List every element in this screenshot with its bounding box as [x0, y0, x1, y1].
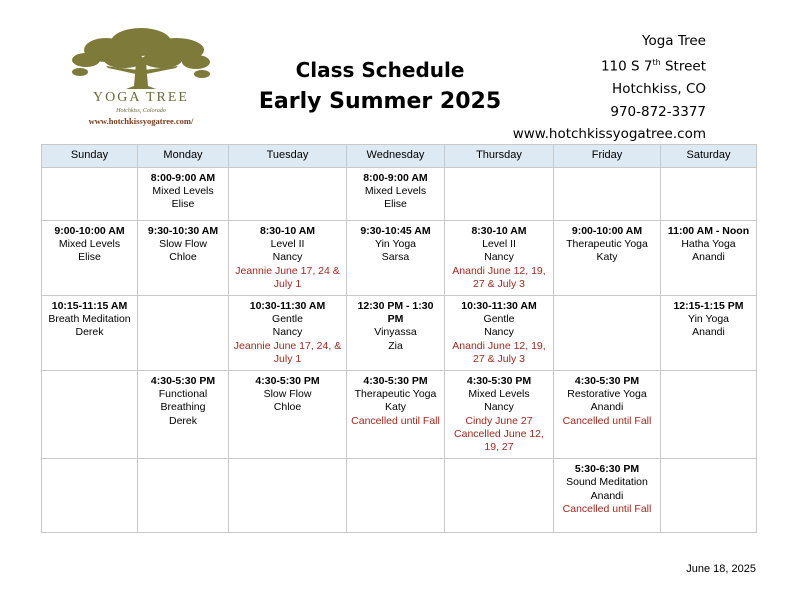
- schedule-cell: [229, 221, 347, 296]
- street-suffix: th: [652, 58, 661, 68]
- schedule-cell: [554, 459, 661, 533]
- class-detail: Anandi: [590, 489, 624, 502]
- schedule-cell: [229, 168, 347, 221]
- schedule-body: [42, 168, 757, 533]
- class-detail: Zia: [388, 339, 403, 352]
- class-detail: Therapeutic Yoga: [566, 238, 648, 251]
- schedule-cell: [661, 296, 757, 371]
- class-time: 12:15-1:15 PM: [673, 300, 744, 313]
- tree-icon: [66, 26, 216, 92]
- day-header-sunday: Sunday: [42, 145, 138, 168]
- class-detail: Katy: [596, 251, 618, 264]
- schedule-cell: [554, 296, 661, 371]
- schedule-cell: [347, 371, 445, 459]
- class-note: Jeannie June 17, 24, & July 1: [233, 339, 342, 365]
- schedule-cell: [42, 168, 138, 221]
- studio-phone[interactable]: 970-872-3377: [610, 103, 706, 120]
- class-detail: Vinyassa: [374, 326, 417, 339]
- class-time: 4:30-5:30 PM: [363, 375, 428, 388]
- class-detail: Nancy: [484, 251, 514, 264]
- studio-address: [513, 30, 706, 146]
- schedule-cell: [347, 459, 445, 533]
- class-time: 4:30-5:30 PM: [150, 375, 216, 388]
- schedule-cell: [661, 371, 757, 459]
- schedule-cell: [42, 296, 138, 371]
- schedule-cell: [661, 168, 757, 221]
- logo-location: Hotchkiss, Colorado: [116, 108, 166, 114]
- street-name: Street: [660, 58, 706, 75]
- schedule-row: [42, 371, 757, 459]
- schedule-row: [42, 296, 757, 371]
- schedule-cell: [138, 459, 229, 533]
- street-number: 110 S 7: [600, 58, 653, 75]
- schedule-cell: [347, 168, 445, 221]
- title-line-1: Class Schedule: [295, 58, 465, 82]
- schedule-cell: [229, 459, 347, 533]
- class-note: Cancelled June 12, 19, 27: [454, 427, 544, 454]
- studio-city: Hotchkiss, CO: [612, 81, 706, 98]
- class-detail: Slow Flow: [159, 238, 207, 251]
- schedule-cell: [42, 459, 138, 533]
- studio-name: Yoga Tree: [642, 33, 706, 49]
- class-detail: Anandi: [692, 251, 725, 264]
- class-detail: Nancy: [272, 326, 303, 339]
- class-time: 9:00-10:00 AM: [54, 225, 125, 237]
- class-detail: Elise: [384, 198, 407, 211]
- footer-date: June 18, 2025: [686, 563, 756, 575]
- class-detail: Chloe: [169, 251, 197, 264]
- schedule-row: [42, 168, 757, 221]
- logo-url[interactable]: www.hotchkissyogatree.com/: [88, 116, 194, 126]
- class-detail: Breath Meditation: [48, 313, 131, 326]
- schedule-cell: [347, 221, 445, 296]
- schedule-cell: [138, 296, 229, 371]
- schedule-cell: [138, 371, 229, 459]
- schedule-cell: [445, 168, 554, 221]
- schedule-cell: [445, 371, 554, 459]
- class-detail: Level II: [270, 238, 305, 251]
- class-detail: Restorative Yoga: [567, 388, 647, 401]
- schedule-cell: [554, 221, 661, 296]
- class-detail: Katy: [384, 401, 406, 414]
- class-detail: Hatha Yoga: [681, 238, 736, 251]
- class-time: 4:30-5:30 PM: [255, 375, 320, 388]
- class-detail: Chloe: [273, 401, 302, 414]
- class-note: Cancelled until Fall: [562, 502, 652, 515]
- class-detail: Functional Breathing: [158, 388, 208, 414]
- class-detail: Mixed Levels: [364, 185, 427, 198]
- day-header-friday: Friday: [554, 145, 661, 168]
- schedule-cell: [554, 168, 661, 221]
- class-time: 9:30-10:30 AM: [147, 225, 219, 237]
- class-time: 11:00 AM - Noon: [667, 225, 750, 237]
- class-detail: Derek: [168, 414, 197, 427]
- class-detail: Yin Yoga: [374, 238, 417, 251]
- class-time: 5:30-6:30 PM: [574, 463, 640, 476]
- class-time: 9:00-10:00 AM: [571, 225, 643, 237]
- class-detail: Yin Yoga: [687, 313, 730, 326]
- schedule-cell: [42, 371, 138, 459]
- day-header-monday: Monday: [138, 145, 229, 168]
- schedule-cell: [661, 221, 757, 296]
- class-time: 8:30-10 AM: [259, 225, 316, 237]
- class-note: Jeannie June 17, 24 & July 1: [235, 264, 340, 290]
- class-detail: Nancy: [484, 401, 514, 414]
- class-time: 10:30-11:30 AM: [249, 300, 326, 313]
- schedule-title: [258, 54, 502, 118]
- class-detail: Mixed Levels: [152, 185, 214, 198]
- schedule-cell: [347, 296, 445, 371]
- studio-street: [513, 52, 706, 78]
- class-time: 10:30-11:30 AM: [461, 300, 537, 313]
- schedule-row: [42, 221, 757, 296]
- yoga-tree-logo: [66, 26, 216, 130]
- class-detail: Anandi: [590, 401, 624, 414]
- class-detail: Elise: [171, 198, 195, 211]
- schedule-cell: [138, 168, 229, 221]
- class-detail: Mixed Levels: [58, 238, 121, 251]
- title-line-2: Early Summer 2025: [258, 89, 502, 114]
- day-header-wednesday: Wednesday: [347, 145, 445, 168]
- class-time: 10:15-11:15 AM: [51, 300, 128, 313]
- class-time: 4:30-5:30 PM: [574, 375, 640, 388]
- day-header-thursday: Thursday: [445, 145, 554, 168]
- class-detail: Sarsa: [381, 251, 410, 264]
- class-note: Anandi June 12, 19, 27 & July 3: [452, 264, 546, 290]
- schedule-cell: [229, 371, 347, 459]
- class-note: Anandi June 12, 19, 27 & July 3: [452, 339, 546, 365]
- class-detail: Nancy: [484, 326, 514, 339]
- class-detail: Gentle: [272, 313, 303, 326]
- schedule-row: [42, 459, 757, 533]
- schedule-cell: [138, 221, 229, 296]
- class-time: 4:30-5:30 PM: [466, 375, 532, 388]
- class-detail: Therapeutic Yoga: [354, 388, 437, 401]
- schedule-cell: [229, 296, 347, 371]
- class-time: 9:30-10:45 AM: [360, 225, 431, 237]
- day-header-saturday: Saturday: [661, 145, 757, 168]
- class-time: 12:30 PM - 1:30 PM: [357, 300, 434, 326]
- class-note: Cancelled until Fall: [562, 414, 652, 427]
- studio-website[interactable]: www.hotchkissyogatree.com: [512, 126, 706, 143]
- day-header-row: [42, 145, 757, 168]
- schedule-cell: [445, 221, 554, 296]
- class-note: Cindy June 27: [465, 414, 533, 427]
- schedule-cell: [445, 296, 554, 371]
- logo-name: YOGA TREE: [93, 90, 189, 105]
- class-detail: Nancy: [272, 251, 303, 264]
- class-detail: Sound Meditation: [566, 476, 648, 489]
- class-time: 8:00-9:00 AM: [363, 172, 428, 184]
- schedule-cell: [445, 459, 554, 533]
- class-detail: Gentle: [483, 313, 515, 326]
- class-detail: Slow Flow: [263, 388, 312, 401]
- schedule-cell: [42, 221, 138, 296]
- day-header-tuesday: Tuesday: [229, 145, 347, 168]
- class-detail: Anandi: [692, 326, 725, 339]
- class-note: Cancelled until Fall: [351, 414, 440, 427]
- class-detail: Level II: [482, 238, 516, 251]
- class-time: 8:30-10 AM: [471, 225, 527, 237]
- class-detail: Derek: [75, 326, 104, 339]
- class-detail: Elise: [78, 251, 101, 264]
- class-time: 8:00-9:00 AM: [150, 172, 216, 184]
- schedule-table: [41, 144, 757, 533]
- class-detail: Mixed Levels: [468, 388, 530, 401]
- schedule-cell: [661, 459, 757, 533]
- schedule-cell: [554, 371, 661, 459]
